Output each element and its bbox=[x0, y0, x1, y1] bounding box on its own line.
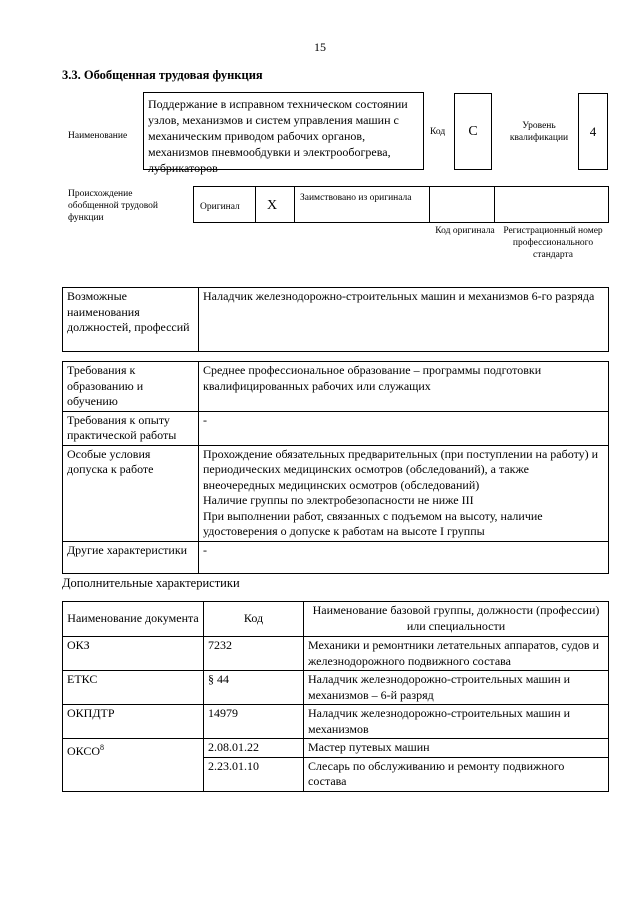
requirement-label: Требования к образованию и обучению bbox=[63, 362, 199, 412]
row-doc: ЕТКС bbox=[63, 671, 204, 705]
row-code: 14979 bbox=[204, 705, 304, 739]
additional-title: Дополнительные характеристики bbox=[62, 576, 240, 590]
table-row bbox=[63, 705, 609, 739]
table-row bbox=[63, 739, 609, 758]
requirement-value: Прохождение обязательных предварительных (при поступлении на работу) и периодических медицинских осмотров (обследований), а также внеочередных медицинских осмотров (обследований) Наличие группы по электробезопасности не ниже III При выполнении работ, связанных с подъемом на высоту, наличие удостоверения о допуске к работам на высоте I группы bbox=[199, 445, 609, 541]
requirement-row bbox=[63, 445, 609, 541]
name-value-box bbox=[143, 92, 424, 175]
positions-value: Наладчик железнодорожно-строительных машин и механизмов 6-го разряда bbox=[199, 288, 609, 352]
requirements-table bbox=[62, 361, 609, 574]
table-row bbox=[63, 671, 609, 705]
borrowed-label: Заимствовано из оригинала bbox=[300, 193, 412, 203]
header-doc: Наименование документа bbox=[63, 602, 204, 637]
level-value: 4 bbox=[589, 124, 597, 139]
level-value-box bbox=[578, 93, 608, 170]
requirement-value: - bbox=[199, 411, 609, 445]
positions-table bbox=[62, 287, 609, 352]
section-title: 3.3. Обобщенная трудовая функция bbox=[62, 68, 263, 82]
requirement-row bbox=[63, 362, 609, 412]
table-row bbox=[63, 637, 609, 671]
header-name: Наименование базовой группы, должности (профессии) или специальности bbox=[304, 602, 609, 637]
requirement-label: Другие характеристики bbox=[63, 541, 199, 573]
name-label: Наименование bbox=[68, 131, 128, 141]
row-name: Механики и ремонтники летательных аппаратов, судов и железнодорожного подвижного состава bbox=[304, 637, 609, 671]
origin-label: Происхождение обобщенной трудовой функции bbox=[68, 189, 158, 223]
page-number: 15 bbox=[314, 40, 326, 54]
row-code: 2.08.01.22 bbox=[204, 739, 304, 758]
row-code: 2.23.01.10 bbox=[204, 757, 304, 791]
additional-table bbox=[62, 601, 609, 792]
row-code: 7232 bbox=[204, 637, 304, 671]
row-doc: ОКПДТР bbox=[63, 705, 204, 739]
original-mark: X bbox=[267, 198, 278, 213]
original-label: Оригинал bbox=[200, 202, 240, 212]
row-doc-text: ОКСО bbox=[67, 744, 101, 758]
footnote-ref: 8 bbox=[100, 743, 105, 752]
name-value: Поддержание в исправном техническом состоянии узлов, механизмов и систем управления машин с механическим приводом рабочих органов, механизмов пневмообдувки и электрообогрева, лубрикаторов bbox=[148, 97, 408, 175]
row-name: Мастер путевых машин bbox=[304, 739, 609, 758]
code-value-box bbox=[454, 93, 492, 170]
row-name: Слесарь по обслуживанию и ремонту подвижного состава bbox=[304, 757, 609, 791]
level-label: Уровень квалификации bbox=[509, 121, 569, 143]
code-label: Код bbox=[430, 127, 446, 137]
code-value: C bbox=[468, 124, 478, 139]
reg-number-caption: Регистрационный номер профессионального стандарта bbox=[503, 226, 603, 260]
origin-box bbox=[193, 186, 609, 223]
row-doc bbox=[63, 739, 204, 792]
positions-label: Возможные наименования должностей, профессий bbox=[63, 288, 199, 352]
requirement-label: Особые условия допуска к работе bbox=[63, 445, 199, 541]
code-original-caption: Код оригинала bbox=[435, 226, 495, 236]
requirement-value: - bbox=[199, 541, 609, 573]
requirement-row bbox=[63, 411, 609, 445]
requirement-value: Среднее профессиональное образование – программы подготовки квалифицированных рабочих или служащих bbox=[199, 362, 609, 412]
row-code: § 44 bbox=[204, 671, 304, 705]
row-doc: ОКЗ bbox=[63, 637, 204, 671]
row-name: Наладчик железнодорожно-строительных машин и механизмов bbox=[304, 705, 609, 739]
requirement-label: Требования к опыту практической работы bbox=[63, 411, 199, 445]
header-code: Код bbox=[204, 602, 304, 637]
requirement-row bbox=[63, 541, 609, 573]
additional-header-row bbox=[63, 602, 609, 637]
row-name: Наладчик железнодорожно-строительных машин и механизмов – 6-й разряд bbox=[304, 671, 609, 705]
